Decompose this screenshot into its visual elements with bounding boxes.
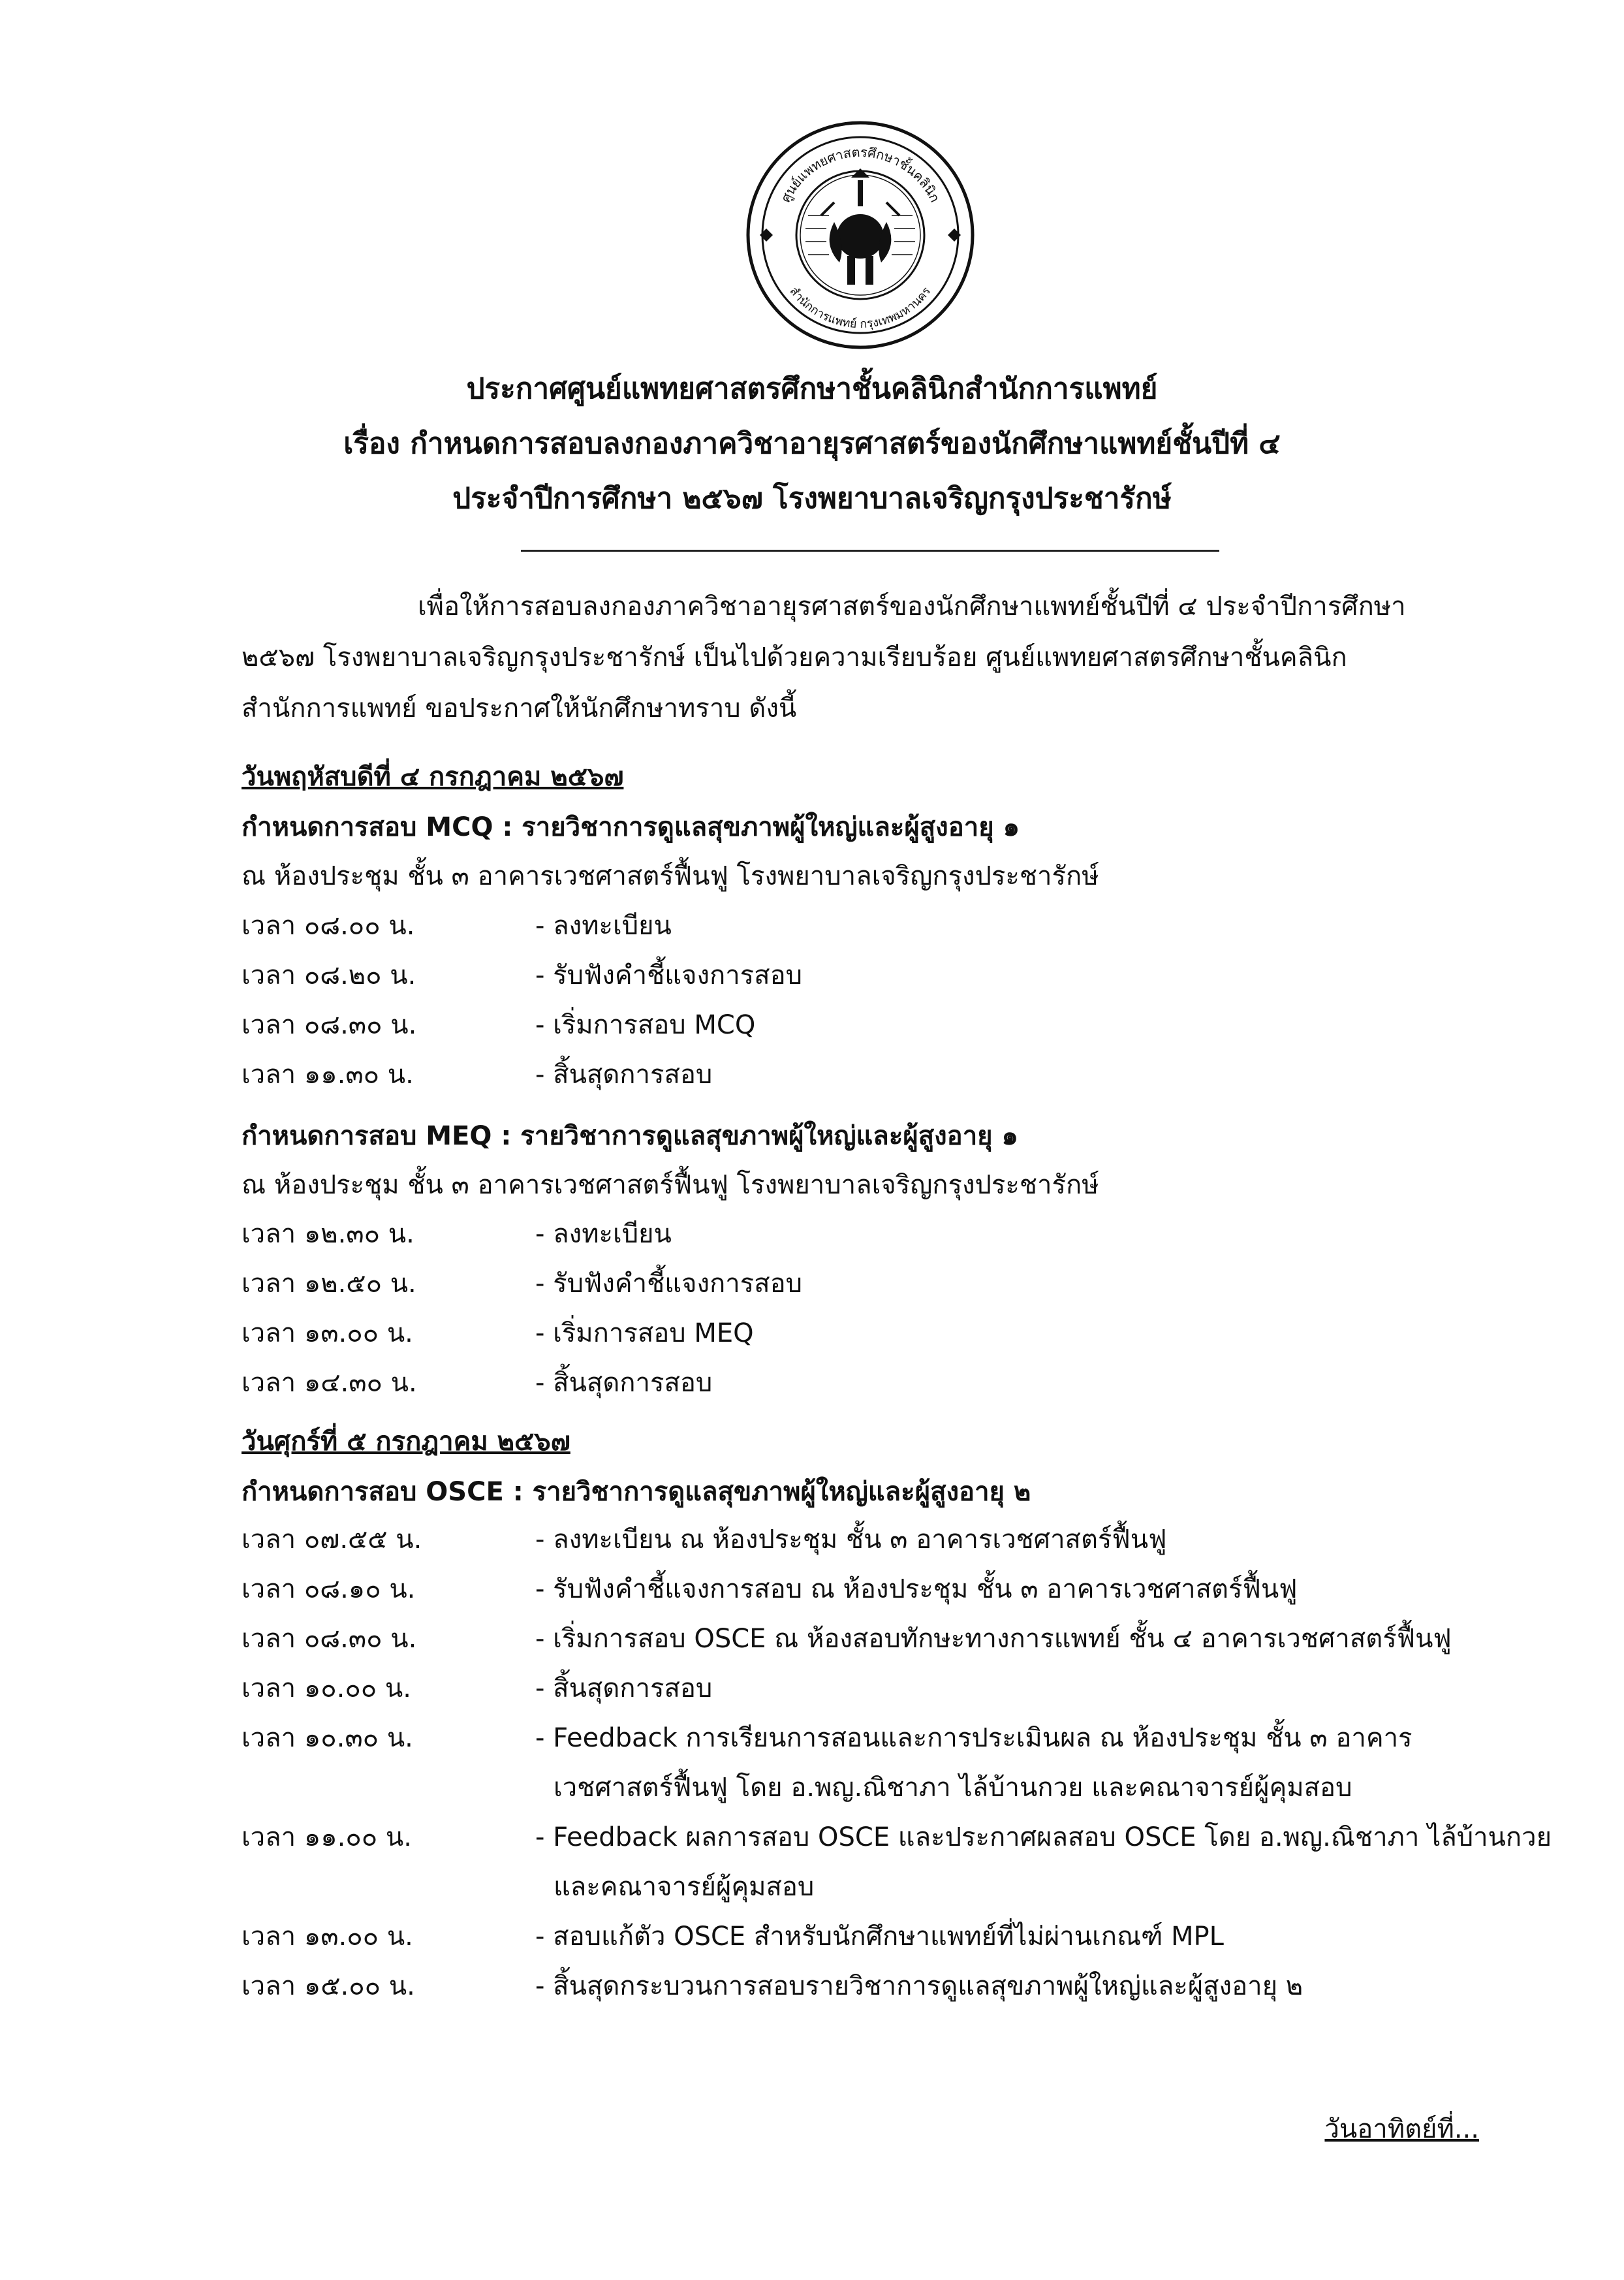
schedule-activity-cont: เวชศาสตร์ฟื้นฟู โดย อ.พญ.ณิชาภา ไล้บ้านกวย และคณาจารย์ผู้คุมสอบ <box>554 1773 1352 1803</box>
schedule-time: เวลา ๑๒.๕๐ น. <box>242 1269 416 1299</box>
schedule-time: เวลา ๐๘.๑๐ น. <box>242 1574 416 1604</box>
intro-line: เพื่อให้การสอบลงกองภาควิชาอายุรศาสตร์ของนักศึกษาแพทย์ชั้นปีที่ ๔ ประจำปีการศึกษา <box>418 592 1406 622</box>
seal-bottom-text: สำนักการแพทย์ กรุงเทพมหานคร <box>787 284 934 332</box>
schedule-time: เวลา ๑๒.๓๐ น. <box>242 1219 414 1249</box>
schedule-activity: - รับฟังคำชี้แจงการสอบ <box>535 960 802 990</box>
mcq-title: กำหนดการสอบ MCQ : รายวิชาการดูแลสุขภาพผู้ใหญ่และผู้สูงอายุ ๑ <box>242 812 1020 842</box>
meq-title: กำหนดการสอบ MEQ : รายวิชาการดูแลสุขภาพผู้ใหญ่และผู้สูงอายุ ๑ <box>242 1121 1018 1151</box>
announcement-subject-cont: ประจำปีการศึกษา ๒๕๖๗ โรงพยาบาลเจริญกรุงประชารักษ์ <box>452 482 1172 515</box>
header-divider <box>521 550 1219 552</box>
intro-line: สำนักการแพทย์ ขอประกาศให้นักศึกษาทราบ ดังนี้ <box>242 693 797 723</box>
schedule-activity: - สิ้นสุดการสอบ <box>535 1060 713 1090</box>
organization-seal <box>743 118 978 353</box>
schedule-time: เวลา ๐๘.๐๐ น. <box>242 911 415 941</box>
schedule-activity: - Feedback ผลการสอบ OSCE และประกาศผลสอบ OSCE โดย อ.พญ.ณิชาภา ไล้บ้านกวย <box>535 1822 1552 1852</box>
day1-date-heading: วันพฤหัสบดีที่ ๔ กรกฎาคม ๒๕๖๗ <box>242 762 624 792</box>
svg-text:สำนักการแพทย์ กรุงเทพมหานคร <box>787 285 934 332</box>
schedule-time: เวลา ๑๓.๐๐ น. <box>242 1318 413 1348</box>
schedule-activity: - Feedback การเรียนการสอนและการประเมินผล ณ ห้องประชุม ชั้น ๓ อาคาร <box>535 1723 1413 1753</box>
seal-top-text: ศูนย์แพทยศาสตรศึกษาชั้นคลินิก <box>777 144 943 205</box>
schedule-activity: - เริ่มการสอบ MCQ <box>535 1010 756 1040</box>
schedule-activity: - สิ้นสุดกระบวนการสอบรายวิชาการดูแลสุขภาพผู้ใหญ่และผู้สูงอายุ ๒ <box>535 1971 1304 2001</box>
announcement-subject: เรื่อง กำหนดการสอบลงกองภาควิชาอายุรศาสตร์ของนักศึกษาแพทย์ชั้นปีที่ ๔ <box>343 427 1281 460</box>
schedule-time: เวลา ๑๑.๐๐ น. <box>242 1822 412 1852</box>
schedule-activity: - ลงทะเบียน <box>535 1219 672 1249</box>
schedule-time: เวลา ๑๓.๐๐ น. <box>242 1922 413 1952</box>
schedule-activity: - ลงทะเบียน ณ ห้องประชุม ชั้น ๓ อาคารเวชศาสตร์ฟื้นฟู <box>535 1525 1167 1555</box>
schedule-time: เวลา ๐๘.๒๐ น. <box>242 960 416 990</box>
schedule-activity: - ลงทะเบียน <box>535 911 672 941</box>
schedule-time: เวลา ๑๑.๓๐ น. <box>242 1060 414 1090</box>
schedule-activity: - เริ่มการสอบ OSCE ณ ห้องสอบทักษะทางการแพทย์ ชั้น ๔ อาคารเวชศาสตร์ฟื้นฟู <box>535 1624 1452 1654</box>
day2-date-heading: วันศุกร์ที่ ๕ กรกฎาคม ๒๕๖๗ <box>242 1427 570 1457</box>
schedule-time: เวลา ๑๐.๐๐ น. <box>242 1673 411 1703</box>
schedule-time: เวลา ๑๕.๐๐ น. <box>242 1971 415 2001</box>
schedule-activity: - สิ้นสุดการสอบ <box>535 1673 713 1703</box>
schedule-time: เวลา ๑๐.๓๐ น. <box>242 1723 413 1753</box>
schedule-time: เวลา ๐๘.๓๐ น. <box>242 1010 417 1040</box>
osce-title: กำหนดการสอบ OSCE : รายวิชาการดูแลสุขภาพผู้ใหญ่และผู้สูงอายุ ๒ <box>242 1477 1031 1507</box>
continued-marker: วันอาทิตย์ที่... <box>1324 2114 1479 2144</box>
announcement-title: ประกาศศูนย์แพทยศาสตรศึกษาชั้นคลินิกสำนักการแพทย์ <box>466 372 1158 405</box>
schedule-time: เวลา ๑๔.๓๐ น. <box>242 1368 417 1398</box>
schedule-activity: - สิ้นสุดการสอบ <box>535 1368 713 1398</box>
schedule-activity: - รับฟังคำชี้แจงการสอบ ณ ห้องประชุม ชั้น ๓ อาคารเวชศาสตร์ฟื้นฟู <box>535 1574 1298 1604</box>
intro-line: ๒๕๖๗ โรงพยาบาลเจริญกรุงประชารักษ์ เป็นไปด้วยความเรียบร้อย ศูนย์แพทยศาสตรศึกษาชั้นคลินิก <box>242 642 1347 673</box>
schedule-activity: - เริ่มการสอบ MEQ <box>535 1318 754 1348</box>
intro-paragraph <box>242 581 1482 734</box>
schedule-activity-cont: และคณาจารย์ผู้คุมสอบ <box>554 1872 815 1902</box>
schedule-time: เวลา ๐๘.๓๐ น. <box>242 1624 417 1654</box>
schedule-time: เวลา ๐๗.๕๕ น. <box>242 1525 422 1555</box>
schedule-activity: - รับฟังคำชี้แจงการสอบ <box>535 1269 802 1299</box>
mcq-venue: ณ ห้องประชุม ชั้น ๓ อาคารเวชศาสตร์ฟื้นฟู โรงพยาบาลเจริญกรุงประชารักษ์ <box>242 861 1099 891</box>
schedule-activity: - สอบแก้ตัว OSCE สำหรับนักศึกษาแพทย์ที่ไม่ผ่านเกณฑ์ MPL <box>535 1922 1224 1952</box>
meq-venue: ณ ห้องประชุม ชั้น ๓ อาคารเวชศาสตร์ฟื้นฟู โรงพยาบาลเจริญกรุงประชารักษ์ <box>242 1170 1099 1200</box>
